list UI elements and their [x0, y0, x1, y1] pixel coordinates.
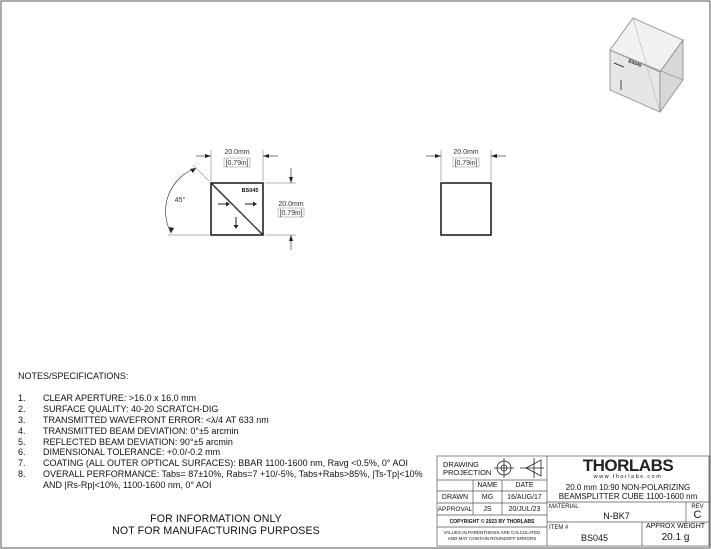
note-item [18, 404, 438, 415]
projection-label [443, 461, 491, 477]
reflect-arrow-icon [234, 217, 239, 229]
front-height-label: 20.0mm [278, 201, 304, 208]
rev-value: C [693, 509, 702, 521]
date-header: DATE [515, 482, 534, 489]
note-number: 5. [18, 436, 26, 447]
note-text: CLEAR APERTURE: >16.0 x 16.0 mm [43, 392, 197, 403]
note-number: 7. [18, 458, 26, 469]
note-text: TRANSMITTED BEAM DEVIATION: 0°±5 arcmin [43, 425, 239, 436]
drawing-title [547, 483, 709, 501]
note-number: 8. [18, 469, 26, 480]
note-item [18, 426, 438, 437]
rounding-note-line-1: VALUES IN PARENTHESIS ARE CALCULATED [443, 530, 541, 535]
drawn-label: DRAWN [441, 494, 469, 501]
approval-date: 20/JUL/23 [508, 506, 541, 513]
name-header: NAME [477, 482, 498, 489]
transmit-arrow-icon [245, 202, 257, 207]
projection-label-line-1: DRAWING [443, 460, 479, 469]
disclaimer [96, 514, 336, 537]
front-width-label: 20.0mm [224, 149, 250, 156]
note-text: OVERALL PERFORMANCE: Tabs= 87±10%, Rabs=7 +10/-5%, Tabs+Rabs>85%, |Ts-Tp|<10% AND |Rs-Rp|<10%, 1100-1600 nm, 0° AOI [43, 469, 423, 491]
angle-label: 45° [174, 197, 186, 204]
copyright: COPYRIGHT © 2023 BY THORLABS [449, 519, 535, 525]
isometric-view [610, 18, 683, 112]
note-item [18, 458, 438, 469]
weight-value: 20.1 g [661, 532, 690, 543]
drawn-name: MG [481, 494, 494, 501]
input-arrow-icon [218, 202, 230, 207]
iso-part-mark: BS045 [627, 58, 643, 69]
website: www.thorlabs.com [593, 474, 663, 480]
disclaimer-line-1: FOR INFORMATION ONLY [150, 513, 282, 525]
disclaimer-line-2: NOT FOR MANUFACTURING PURPOSES [112, 524, 320, 537]
item-value: BS045 [580, 533, 609, 543]
cube-side-outline [441, 183, 491, 235]
note-item [18, 447, 438, 458]
thorlabs-logo: THORLABS [582, 456, 674, 475]
drawing-title-line-1: 20.0 mm 10:90 NON-POLARIZING [565, 483, 691, 492]
note-text: DIMENSIONAL TOLERANCE: +0.0/-0.2 mm [43, 447, 221, 458]
item-label: ITEM # [549, 525, 569, 531]
material-value: N-BK7 [603, 511, 630, 521]
weight-label: APPROX WEIGHT [645, 523, 706, 530]
note-number: 1. [18, 392, 26, 403]
note-number: 4. [18, 425, 26, 436]
note-item [18, 415, 438, 426]
side-width-inch: [0.79in] [454, 160, 478, 167]
projection-label-line-2: PROJECTION [443, 468, 492, 477]
note-item [18, 437, 438, 448]
notes-title: NOTES/SPECIFICATIONS: [18, 371, 129, 381]
front-height-inch: [0.79in] [279, 210, 303, 217]
rounding-note [437, 530, 547, 542]
drawn-date: 16/AUG/17 [507, 494, 542, 501]
note-item [18, 469, 438, 491]
approval-label: APPROVAL [437, 506, 473, 513]
notes-section [18, 371, 438, 491]
projection-symbol-icon [494, 458, 544, 478]
material-label: MATERIAL [549, 504, 579, 510]
rounding-note-line-2: AND MAY CONTAIN ROUNDOFF ERRORS [447, 536, 537, 541]
note-text: SURFACE QUALITY: 40-20 SCRATCH-DIG [43, 403, 219, 414]
rev-label: REV [691, 504, 704, 510]
notes-list [18, 393, 438, 491]
front-width-inch: [0.79in] [225, 160, 249, 167]
drawing-title-line-2: BEAMSPLITTER CUBE 1100-1600 nm [558, 492, 698, 501]
approval-name: JS [483, 506, 492, 513]
note-text: TRANSMITTED WAVEFRONT ERROR: <λ/4 AT 633 nm [43, 414, 269, 425]
note-number: 3. [18, 414, 26, 425]
note-number: 2. [18, 403, 26, 414]
note-item [18, 393, 438, 404]
part-mark: BS045 [241, 188, 259, 194]
note-number: 6. [18, 447, 26, 458]
note-text: COATING (ALL OUTER OPTICAL SURFACES): BBAR 1100-1600 nm, Ravg <0.5%, 0° AOI [43, 458, 408, 469]
side-width-label: 20.0mm [453, 149, 479, 156]
note-text: REFLECTED BEAM DEVIATION: 90°±5 arcmin [43, 436, 233, 447]
